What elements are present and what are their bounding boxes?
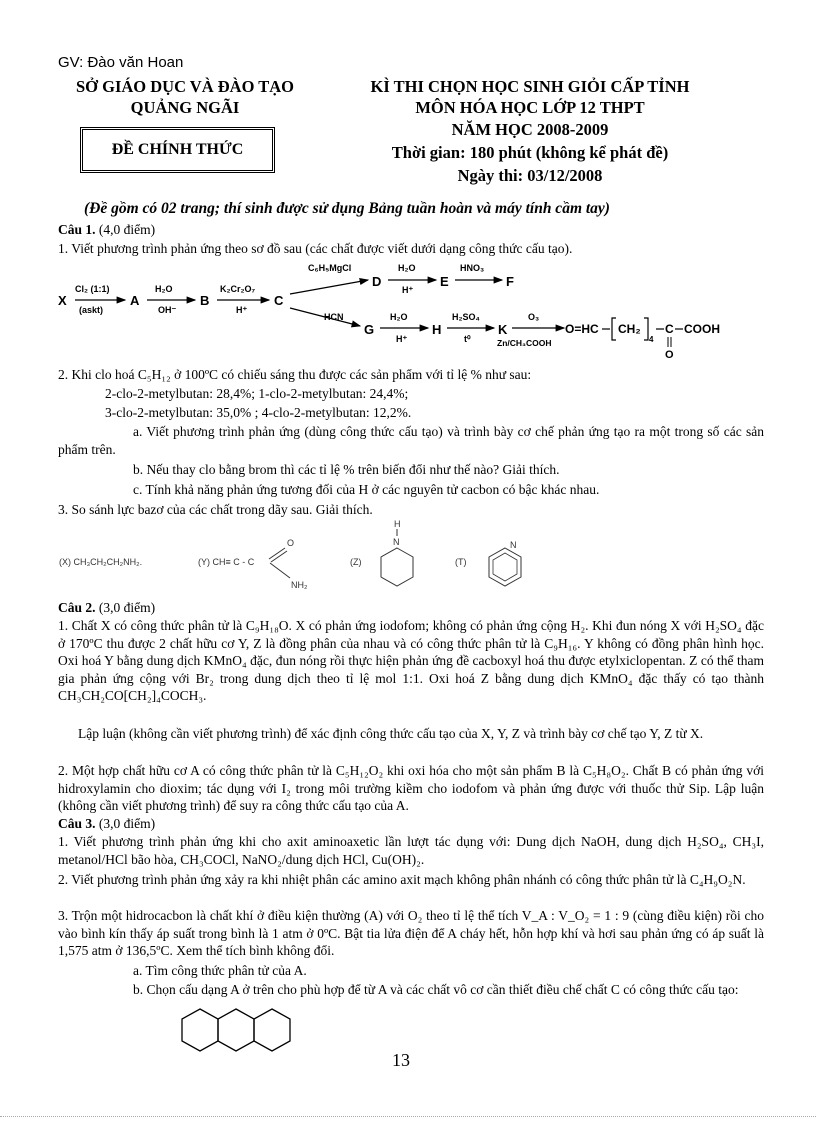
question-2-1b-text: Lập luận (không cần viết phương trình) để xác định công thức cấu tạo của X, Y, Z và trình bày cơ chế tạo Y, Z từ X.: [78, 726, 704, 741]
exam-title: KÌ THI CHỌN HỌC SINH GIỎI CẤP TỈNH: [370, 77, 690, 96]
base-z-hydrogen: H: [394, 519, 401, 529]
compound-g: G: [364, 322, 375, 337]
compound-e: E: [440, 274, 449, 289]
compound-d: D: [372, 274, 382, 289]
condition-askt: (askt): [79, 305, 104, 315]
reagent-cl2: Cl₂ (1:1): [75, 284, 110, 294]
base-y: (Y) CH≡ C - C: [198, 557, 255, 567]
product-oxygen: O: [665, 349, 674, 361]
exam-date: Ngày thi: 03/12/2008: [457, 166, 603, 185]
subject-title: MÔN HÓA HỌC LỚP 12 THPT: [415, 98, 645, 117]
compound-x: X: [58, 293, 67, 308]
page-number: 13: [392, 1050, 410, 1070]
question-2-1-text: 1. Chất X có công thức phân tử là C₉H₁₈O. X có phản ứng iodofom; không có phản ứng cộng H₂. Khi đun nóng X với H₂SO₄ đặc ở 170ºC thu được 2 chất hữu cơ Y, Z là đồng phân của nhau và có công thức phân tử là C₉H₁₆. Y không có đồng phân hình học. Oxi hoá Y bằng dung dịch KMnO₄ đặc, đun nóng rồi thực hiện phản ứng đề cacboxyl hoá thu được etylxiclopentan. Z có thể tham gia phản ứng cộng với Br₂ trong dung dịch theo tỉ lệ mol 1:1. Oxi hoá Z bằng dung dịch KMnO₄ đặc thấy có tạo thành CH₃CH₂CO[CH₂]₄COCH₃.: [58, 618, 764, 703]
reaction-scheme: [50, 258, 770, 368]
question-3-3a: a. Tìm công thức phân tử của A.: [133, 963, 307, 978]
base-x: (X) CH₃CH₂CH₂NH₂.: [59, 557, 143, 567]
base-t-nitrogen: N: [510, 540, 517, 550]
condition-zn: Zn/CH₃COOH: [497, 338, 552, 348]
condition-t0: t⁰: [464, 334, 471, 344]
official-stamp: ĐỀ CHÍNH THỨC: [80, 127, 275, 173]
question-1-2a: a. Viết phương trình phản ứng (dùng công thức cấu tạo) và trình bày cơ chế phản ứng tạo ra một trong số các sản phẩm trên.: [58, 424, 764, 457]
author-line: GV: Đào văn Hoan: [58, 54, 184, 71]
reagent-h2o-1: H₂O: [155, 284, 173, 294]
department-name: SỞ GIÁO DỤC VÀ ĐÀO TẠO: [75, 77, 295, 96]
compound-f: F: [506, 274, 514, 289]
bases-structures: [55, 518, 555, 596]
base-z: (Z): [350, 557, 362, 567]
question-2-heading: [58, 599, 155, 616]
question-1-2-line2: 3-clo-2-metylbutan: 35,0% ; 4-clo-2-metylbutan: 12,2%.: [105, 405, 412, 420]
reagent-o3: O₃: [528, 312, 540, 322]
compound-h: H: [432, 322, 442, 337]
question-2-title: Câu 2.: [58, 600, 96, 615]
question-1-heading: [58, 221, 155, 238]
condition-h-3: H⁺: [396, 334, 408, 344]
school-year: NĂM HỌC 2008-2009: [451, 120, 609, 139]
question-3-3b: b. Chọn cấu dạng A ở trên cho phù hợp để từ A và các chất vô cơ cần thiết điều chế chất C có công thức cấu tạo:: [133, 982, 739, 997]
reagent-hno3: HNO₃: [460, 263, 485, 273]
compound-a: A: [130, 293, 140, 308]
question-1-2-line1: 2-clo-2-metylbutan: 28,4%; 1-clo-2-metylbutan: 24,4%;: [105, 386, 409, 401]
question-2-2-text: 2. Một hợp chất hữu cơ A có công thức phân tử là C₅H₁₂O₂ khi oxi hóa cho một sản phẩm B là C₅H₈O₂. Chất B có phản ứng với hidroxylamin cho dioxim; tác dụng với I₂ trong môi trường kiềm cho iodofom và phản ứng được với thuốc thử Sip. Lập luận (không cần viết phương trình) để suy ra công thức cấu tạo của A.: [58, 763, 764, 813]
compound-b: B: [200, 293, 210, 308]
reagent-hcn: HCN: [324, 312, 344, 322]
compound-c: C: [274, 293, 284, 308]
base-z-nitrogen: N: [393, 537, 400, 547]
product-carbonyl-c: C: [665, 322, 674, 336]
condition-oh: OH⁻: [158, 305, 177, 315]
question-1-2-text: 2. Khi clo hoá C₅H₁₂ ở 100ºC có chiếu sáng thu được các sản phẩm với tỉ lệ % như sau:: [58, 367, 532, 382]
condition-h-1: H⁺: [236, 305, 248, 315]
compound-k: K: [498, 322, 508, 337]
product-left: O=HC: [565, 322, 599, 336]
bottom-divider: [0, 1116, 816, 1117]
question-3-title: Câu 3.: [58, 816, 96, 831]
exam-note: (Đề gồm có 02 trang; thí sinh được sử dụng Bảng tuần hoàn và máy tính cầm tay): [84, 200, 610, 217]
question-2-points: (3,0 điểm): [98, 600, 156, 615]
question-1-2c: c. Tính khả năng phản ứng tương đối của H ở các nguyên tử cacbon có bậc khác nhau.: [133, 482, 600, 497]
question-3-2-text: 2. Viết phương trình phản ứng xảy ra khi nhiệt phân các amino axit mạch không phân nhánh có công thức phân tử là C₄H₉O₂N.: [58, 872, 746, 887]
question-1-title: Câu 1.: [58, 222, 96, 237]
question-3-heading: [58, 815, 155, 832]
tricyclic-structure: [178, 1004, 304, 1064]
question-1-points: (4,0 điểm): [98, 222, 156, 237]
base-y-oxygen: O: [287, 538, 295, 548]
reagent-h2o-3: H₂O: [390, 312, 408, 322]
product-right: COOH: [684, 322, 720, 336]
reagent-k2cr2o7: K₂Cr₂O₇: [220, 284, 256, 294]
question-3-3-text: 3. Trộn một hidrocacbon là chất khí ở điều kiện thường (A) với O₂ theo tỉ lệ thể tích V_A : V_O₂ = 1 : 9 (cùng điều kiện) rồi cho vào bình kín thấy áp suất trong bình là 1 atm ở 0ºC. Bật tia lửa điện để A cháy hết, hỗn hợp khí và hơi sau phản ứng có áp suất là 1,575 atm ở 136,5ºC. Xem thể tích bình không đổi.: [58, 908, 764, 958]
exam-time: Thời gian: 180 phút (không kể phát đề): [391, 143, 669, 162]
question-1-3-text: 3. So sánh lực bazơ của các chất trong dãy sau. Giải thích.: [58, 502, 373, 517]
condition-h-2: H⁺: [402, 285, 414, 295]
question-3-points: (3,0 điểm): [98, 816, 156, 831]
base-y-amine: NH₂: [291, 580, 308, 590]
product-ch2: CH₂: [618, 322, 641, 336]
base-t: (T): [455, 557, 467, 567]
question-1-1-text: 1. Viết phương trình phản ứng theo sơ đồ sau (các chất được viết dưới dạng công thức cấu tạo).: [58, 241, 573, 256]
reagent-h2so4: H₂SO₄: [452, 312, 480, 322]
question-3-1-text: 1. Viết phương trình phản ứng khi cho axit aminoaxetic lần lượt tác dụng với: Dung dịch NaOH, dung dịch H₂SO₄, CH₃I, metanol/HCl bão hòa, CH₃COCl, NaNO₂/dung dịch HCl, Cu(OH)₂.: [58, 834, 764, 867]
province-name: QUẢNG NGÃI: [130, 98, 240, 117]
reagent-h2o-2: H₂O: [398, 263, 416, 273]
product-subscript: 4: [649, 335, 654, 344]
reagent-c6h5mgcl: C₆H₅MgCl: [308, 263, 352, 273]
question-1-2b: b. Nếu thay clo bằng brom thì các tỉ lệ % trên biến đổi như thế nào? Giải thích.: [133, 462, 560, 477]
